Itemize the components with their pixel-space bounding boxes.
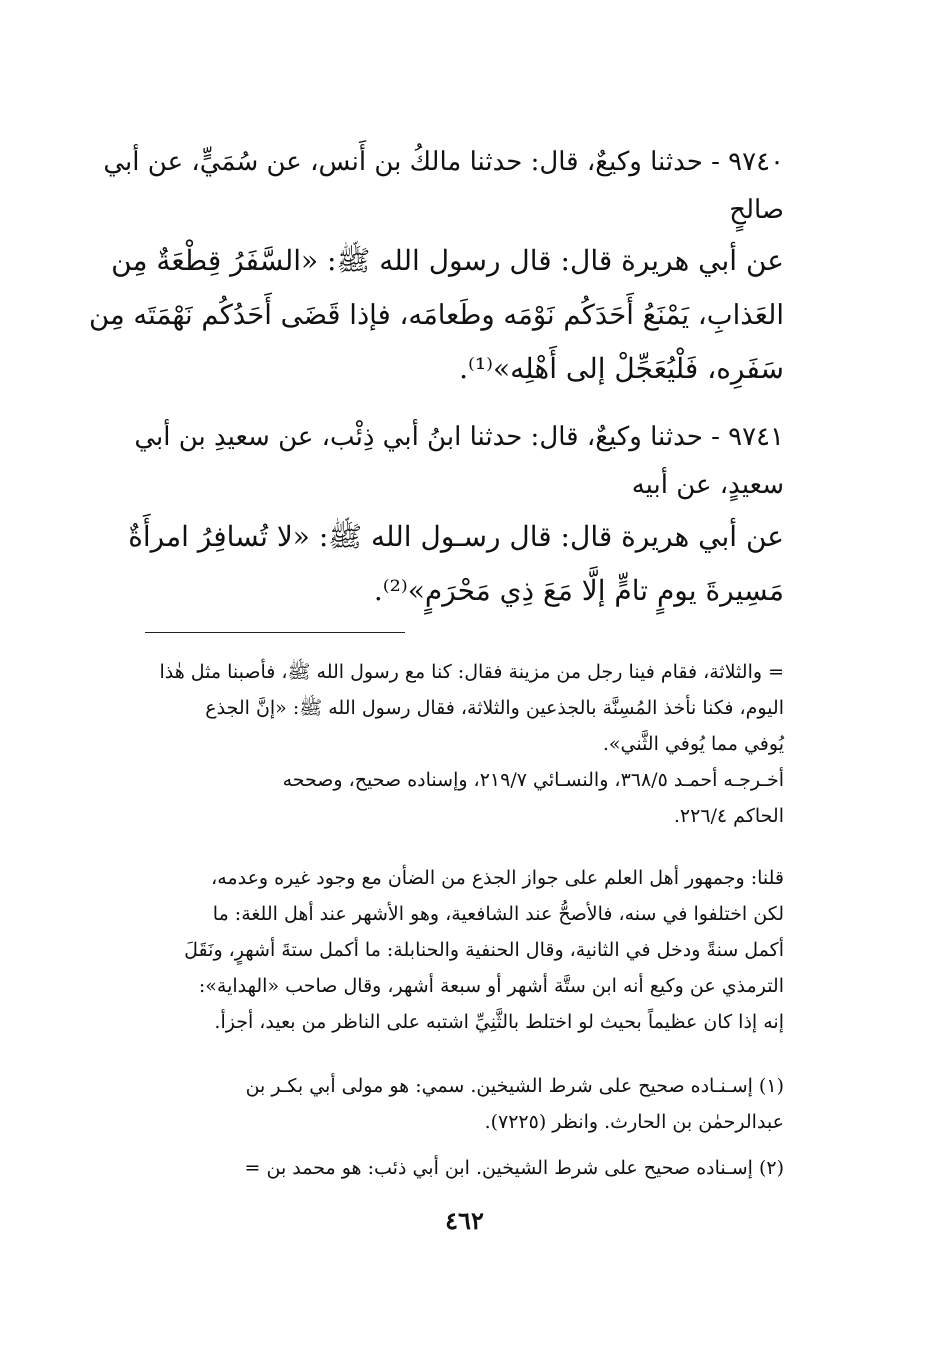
text-line: عن أبي هريرة قال: قال رسـول الله ﷺ: «لا تُسافِرُ امرأَةٌ <box>128 520 784 553</box>
text-line: أكمل سنةً ودخل في الثانية، وقال الحنفية والحنابلة: ما أكمل ستةَ أشهرٍ، ونَقَلَ <box>184 939 784 961</box>
text-line: إنه إذا كان عظيماً بحيث لو اختلط بالثَّنِيِّ اشتبه على الناظر من بعيد، أجزأ. <box>214 1011 784 1033</box>
text-line: عن أبي هريرة قال: قال رسول الله ﷺ: «السَّفَرُ قِطْعَةٌ مِن <box>111 244 784 277</box>
footnote-takhrij <box>84 762 784 834</box>
footnote-divider <box>145 632 405 633</box>
text-line: سعيدٍ، عن أبيه <box>631 470 784 500</box>
text-line: = والثلاثة، فقام فينا رجل من مزينة فقال: كنا مع رسول الله ﷺ، فأصبنا مثل هٰذا <box>159 661 784 683</box>
text-line: يُوفي مما يُوفي الثَّني». <box>602 733 784 755</box>
footnote-2 <box>84 1150 784 1186</box>
text-line: قلنا: وجمهور أهل العلم على جواز الجذع من الضأن مع وجود غيره وعدمه، <box>211 867 784 889</box>
text-line: اليوم، فكنا نأخذ المُسِنَّة بالجذعين والثلاثة، فقال رسول الله ﷺ: «إنَّ الجذع <box>205 697 784 719</box>
text-line: أخـرجـه أحمـد ٣٦٨/٥، والنسـائي ٢١٩/٧، وإسناده صحيح، وصححه <box>282 769 784 791</box>
text-line: صالحٍ <box>729 195 784 225</box>
text-line: لكن اختلفوا في سنه، فالأصحُّ عند الشافعية، وهو الأشهر عند أهل اللغة: ما <box>212 903 784 925</box>
text-line: ٩٧٤٠ - حدثنا وكيعٌ، قال: حدثنا مالكُ بن أَنس، عن سُمَيٍّ، عن أبي <box>103 147 784 177</box>
hadith-9740-matn <box>84 234 784 396</box>
text-line: العَذابِ، يَمْنَعُ أَحَدَكُم نَوْمَه وطَعامَه، فإذا قَضَى أَحَدُكُم نَهْمَتَه مِن <box>89 299 784 331</box>
text-line: (٢) إسـناده صحيح على شرط الشيخين. ابن أبي ذئب: هو محمد بن = <box>244 1157 784 1179</box>
footnote-continued <box>84 654 784 762</box>
footnote-qulna <box>84 860 784 1040</box>
page-number: ٤٦٢ <box>445 1206 484 1235</box>
text-line: (١) إسـنـاده صحيح على شرط الشيخين. سمي: هو مولى أبي بكـر بن <box>245 1075 784 1097</box>
text-line: الحاكم ٢٢٦/٤. <box>673 805 784 827</box>
text-line: الترمذي عن وكيع أنه ابن ستَّة أشهر أو سبعة أشهر، وقال صاحب «الهداية»: <box>198 975 784 997</box>
hadith-9741-isnad <box>84 413 784 509</box>
hadith-9741-matn <box>84 510 784 618</box>
hadith-9740-isnad <box>84 138 784 234</box>
footnote-1 <box>84 1068 784 1140</box>
text-line: سَفَرِه، فَلْيُعَجِّلْ إلى أَهْلِه»⁽¹⁾. <box>459 352 784 385</box>
text-line: عبدالرحمٰن بن الحارث. وانظر (٧٢٢٥). <box>484 1111 784 1133</box>
text-line: ٩٧٤١ - حدثنا وكيعٌ، قال: حدثنا ابنُ أبي ذِئْب، عن سعيدِ بن أبي <box>134 422 784 452</box>
text-line: مَسِيرةَ يومٍ تامٍّ إلَّا مَعَ ذِي مَحْرَمٍ»⁽²⁾. <box>373 574 784 607</box>
